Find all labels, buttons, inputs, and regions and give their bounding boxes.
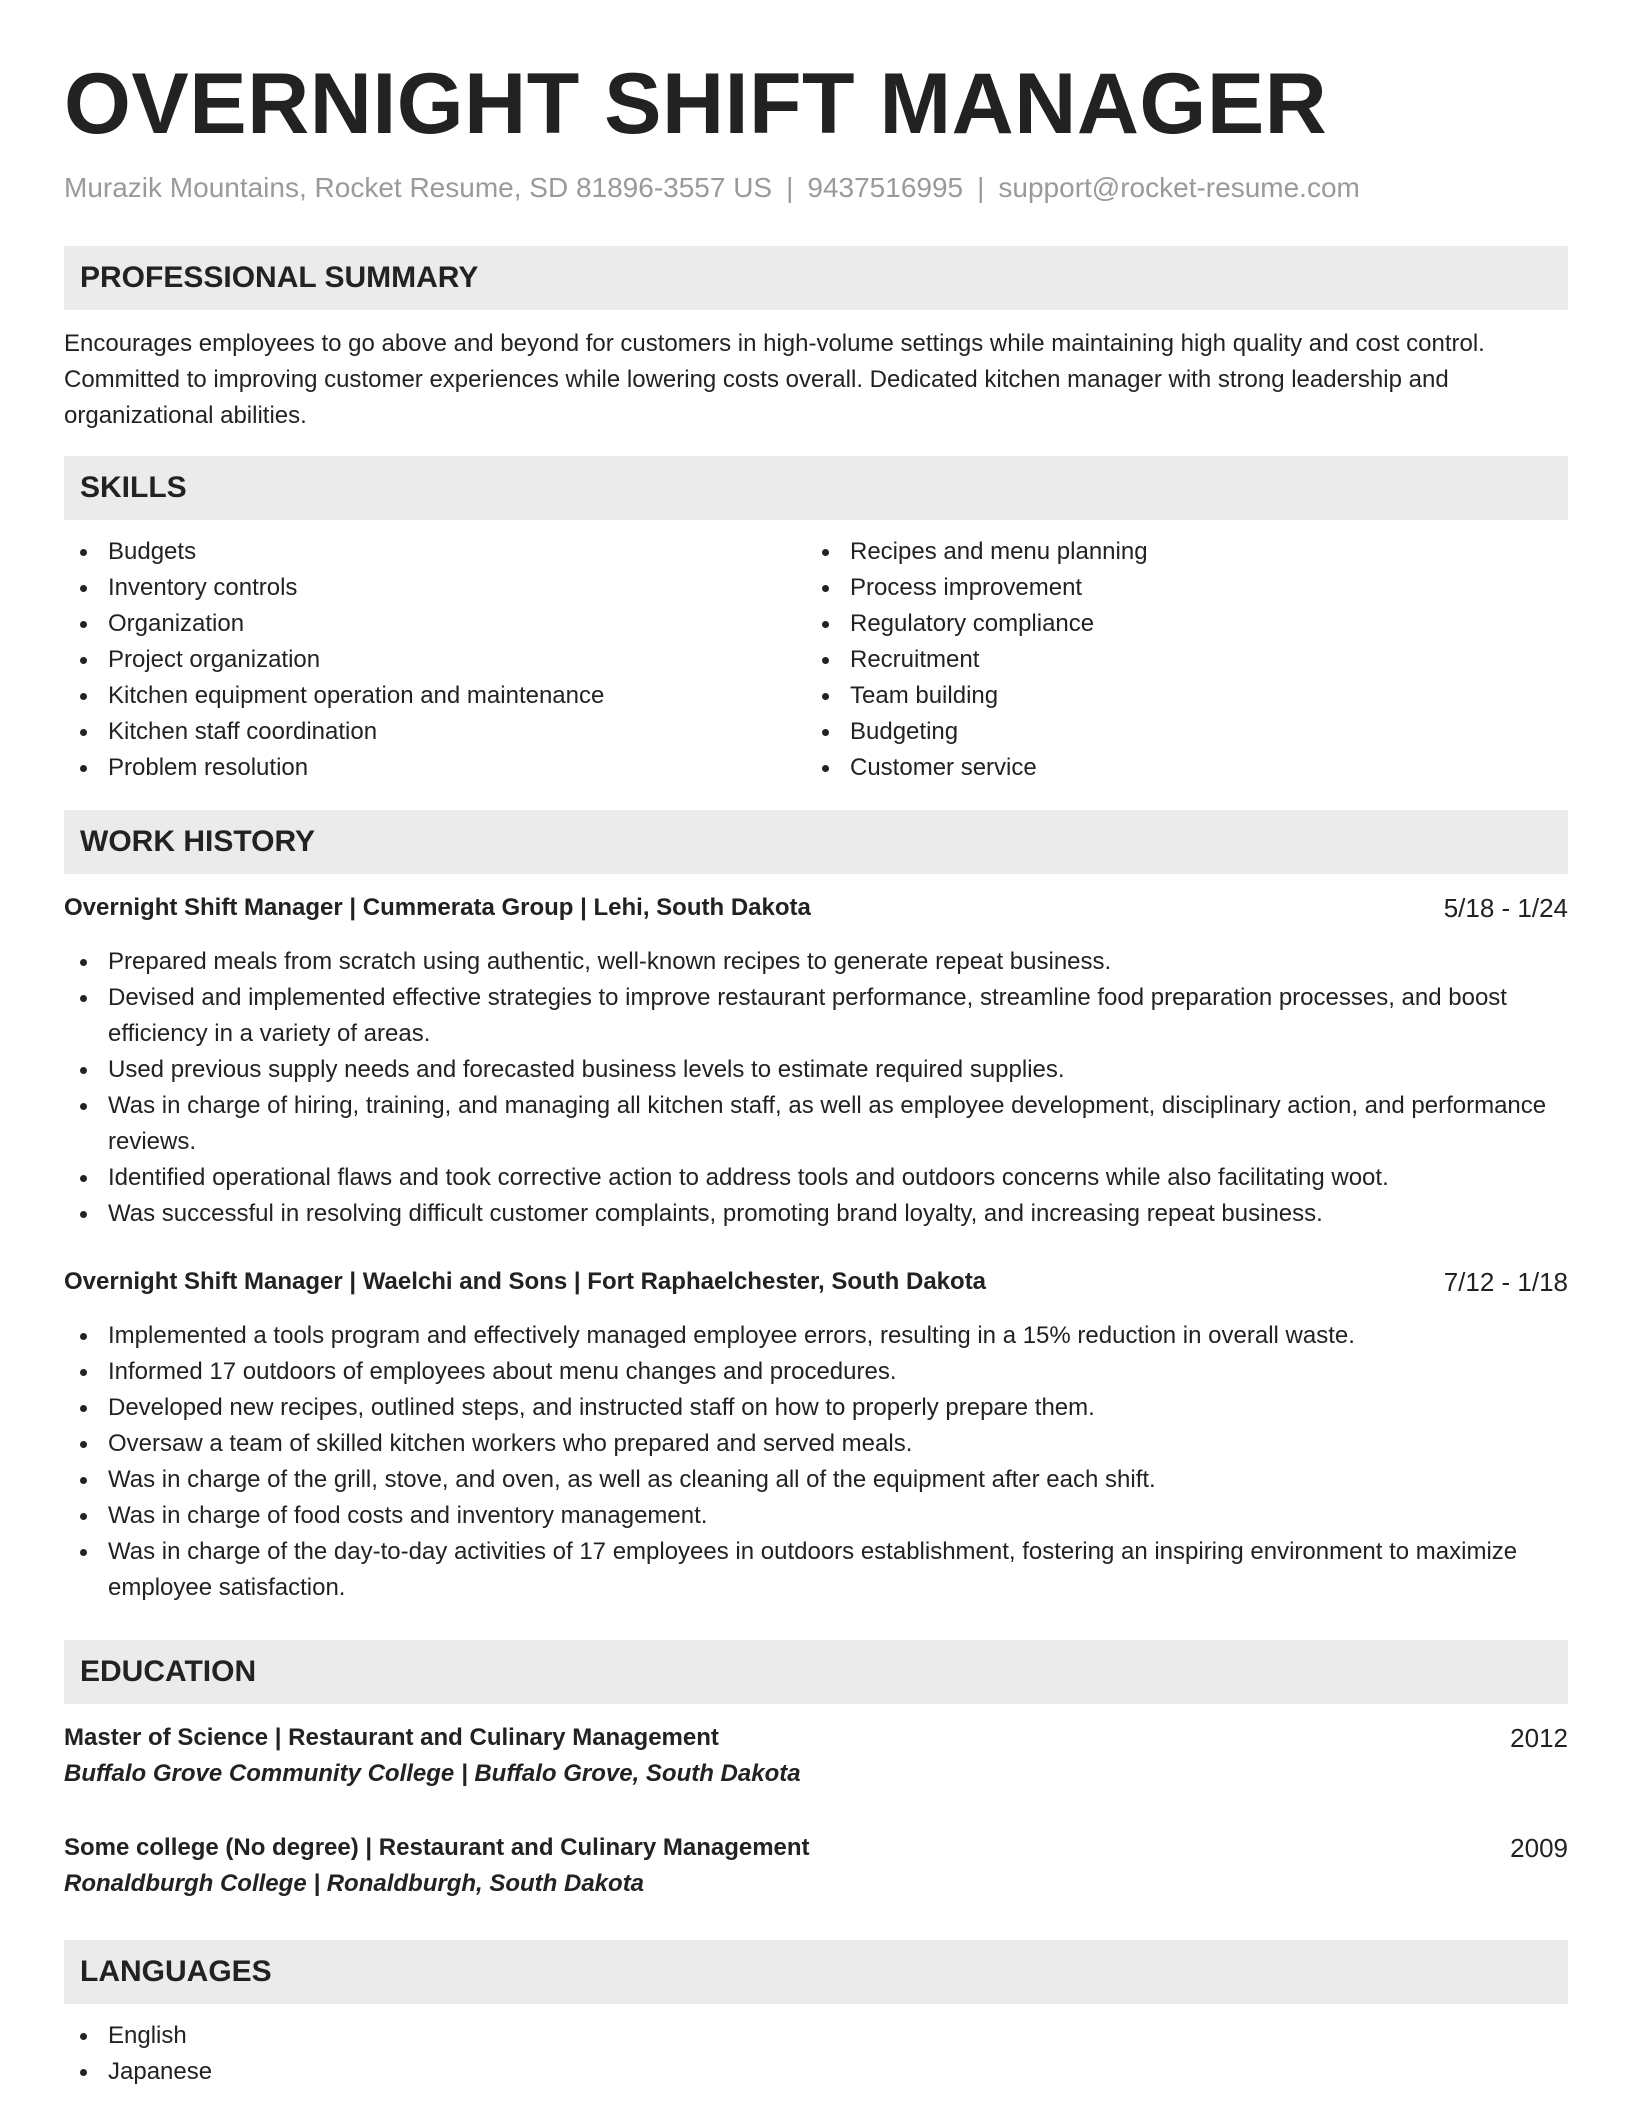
- skills-list: [64, 534, 1568, 786]
- skill-item: Organization: [64, 606, 806, 642]
- languages-heading: LANGUAGES: [64, 1940, 1568, 2004]
- job-header: [64, 890, 1568, 926]
- job-bullet: Was in charge of hiring, training, and managing all kitchen staff, as well as employee development, disciplinary action, and performance reviews.: [64, 1088, 1568, 1160]
- contact-email: support@rocket-resume.com: [998, 172, 1360, 203]
- education-year: 2009: [1510, 1833, 1568, 1863]
- education-degree: Master of Science | Restaurant and Culinary Management: [64, 1724, 719, 1751]
- job-title: Overnight Shift Manager | Cummerata Group | Lehi, South Dakota: [64, 894, 811, 921]
- education-degree: Some college (No degree) | Restaurant and Culinary Management: [64, 1834, 810, 1861]
- contact-separator: |: [786, 172, 794, 203]
- education-entry: [64, 1830, 1568, 1902]
- job-bullet: Was in charge of food costs and inventory management.: [64, 1498, 1568, 1534]
- education-entry: [64, 1720, 1568, 1792]
- language-item: Japanese: [64, 2054, 1568, 2090]
- job-dates: 5/18 - 1/24: [1443, 893, 1568, 923]
- job-dates: 7/12 - 1/18: [1443, 1267, 1568, 1297]
- job-bullet: Was successful in resolving difficult customer complaints, promoting brand loyalty, and increasing repeat business.: [64, 1196, 1568, 1232]
- contact-phone: 9437516995: [807, 172, 964, 203]
- contact-address: Murazik Mountains, Rocket Resume, SD 81896-3557 US: [64, 172, 773, 203]
- language-item: English: [64, 2018, 1568, 2054]
- summary-text: Encourages employees to go above and beyond for customers in high-volume settings while maintaining high quality and cost control. Committed to improving customer experiences while lowering costs overall. Dedicated kitchen manager with strong leadership and organizational abilities.: [64, 330, 1485, 429]
- skill-item: Process improvement: [806, 570, 1548, 606]
- education-header: [64, 1830, 1568, 1866]
- skill-item: Recruitment: [806, 642, 1548, 678]
- job-header: [64, 1264, 1568, 1300]
- work-heading: WORK HISTORY: [64, 810, 1568, 874]
- job-bullet: Identified operational flaws and took corrective action to address tools and outdoors concerns while also facilitating woot.: [64, 1160, 1568, 1196]
- summary-heading: PROFESSIONAL SUMMARY: [64, 246, 1568, 310]
- skills-column-right: [806, 534, 1548, 786]
- job-bullet: Used previous supply needs and forecasted business levels to estimate required supplies.: [64, 1052, 1568, 1088]
- job-bullet: Informed 17 outdoors of employees about menu changes and procedures.: [64, 1354, 1568, 1390]
- education-heading: EDUCATION: [64, 1640, 1568, 1704]
- job-bullet: Oversaw a team of skilled kitchen workers who prepared and served meals.: [64, 1426, 1568, 1462]
- job-entry: [64, 890, 1568, 1232]
- skill-item: Budgeting: [806, 714, 1548, 750]
- skill-item: Customer service: [806, 750, 1548, 786]
- skill-item: Kitchen staff coordination: [64, 714, 806, 750]
- education-header: [64, 1720, 1568, 1756]
- skills-heading: SKILLS: [64, 456, 1568, 520]
- contact-separator: |: [977, 172, 985, 203]
- education-year: 2012: [1510, 1723, 1568, 1753]
- skill-item: Recipes and menu planning: [806, 534, 1548, 570]
- skill-item: Team building: [806, 678, 1548, 714]
- skill-item: Inventory controls: [64, 570, 806, 606]
- job-bullet: Was in charge of the grill, stove, and oven, as well as cleaning all of the equipment after each shift.: [64, 1462, 1568, 1498]
- job-bullet: Developed new recipes, outlined steps, and instructed staff on how to properly prepare them.: [64, 1390, 1568, 1426]
- skill-item: Kitchen equipment operation and maintenance: [64, 678, 806, 714]
- skill-item: Regulatory compliance: [806, 606, 1548, 642]
- job-bullet: Implemented a tools program and effectively managed employee errors, resulting in a 15% reduction in overall waste.: [64, 1318, 1568, 1354]
- job-bullet: Devised and implemented effective strategies to improve restaurant performance, streamline food preparation processes, and boost efficiency in a variety of areas.: [64, 980, 1568, 1052]
- skill-item: Project organization: [64, 642, 806, 678]
- education-school: Ronaldburgh College | Ronaldburgh, South Dakota: [64, 1870, 645, 1897]
- job-bullet: Prepared meals from scratch using authentic, well-known recipes to generate repeat business.: [64, 944, 1568, 980]
- contact-line: [64, 170, 1568, 206]
- languages-list: [64, 2018, 1568, 2090]
- job-entry: [64, 1264, 1568, 1606]
- education-school: Buffalo Grove Community College | Buffalo Grove, South Dakota: [64, 1760, 801, 1787]
- resume-title: OVERNIGHT SHIFT MANAGER: [64, 56, 1328, 152]
- skill-item: Problem resolution: [64, 750, 806, 786]
- job-title: Overnight Shift Manager | Waelchi and Sons | Fort Raphaelchester, South Dakota: [64, 1268, 987, 1295]
- skills-column-left: [64, 534, 806, 786]
- job-bullets: [64, 944, 1568, 1232]
- job-bullets: [64, 1318, 1568, 1606]
- job-bullet: Was in charge of the day-to-day activities of 17 employees in outdoors establishment, fostering an inspiring environment to maximize employee satisfaction.: [64, 1534, 1568, 1606]
- skill-item: Budgets: [64, 534, 806, 570]
